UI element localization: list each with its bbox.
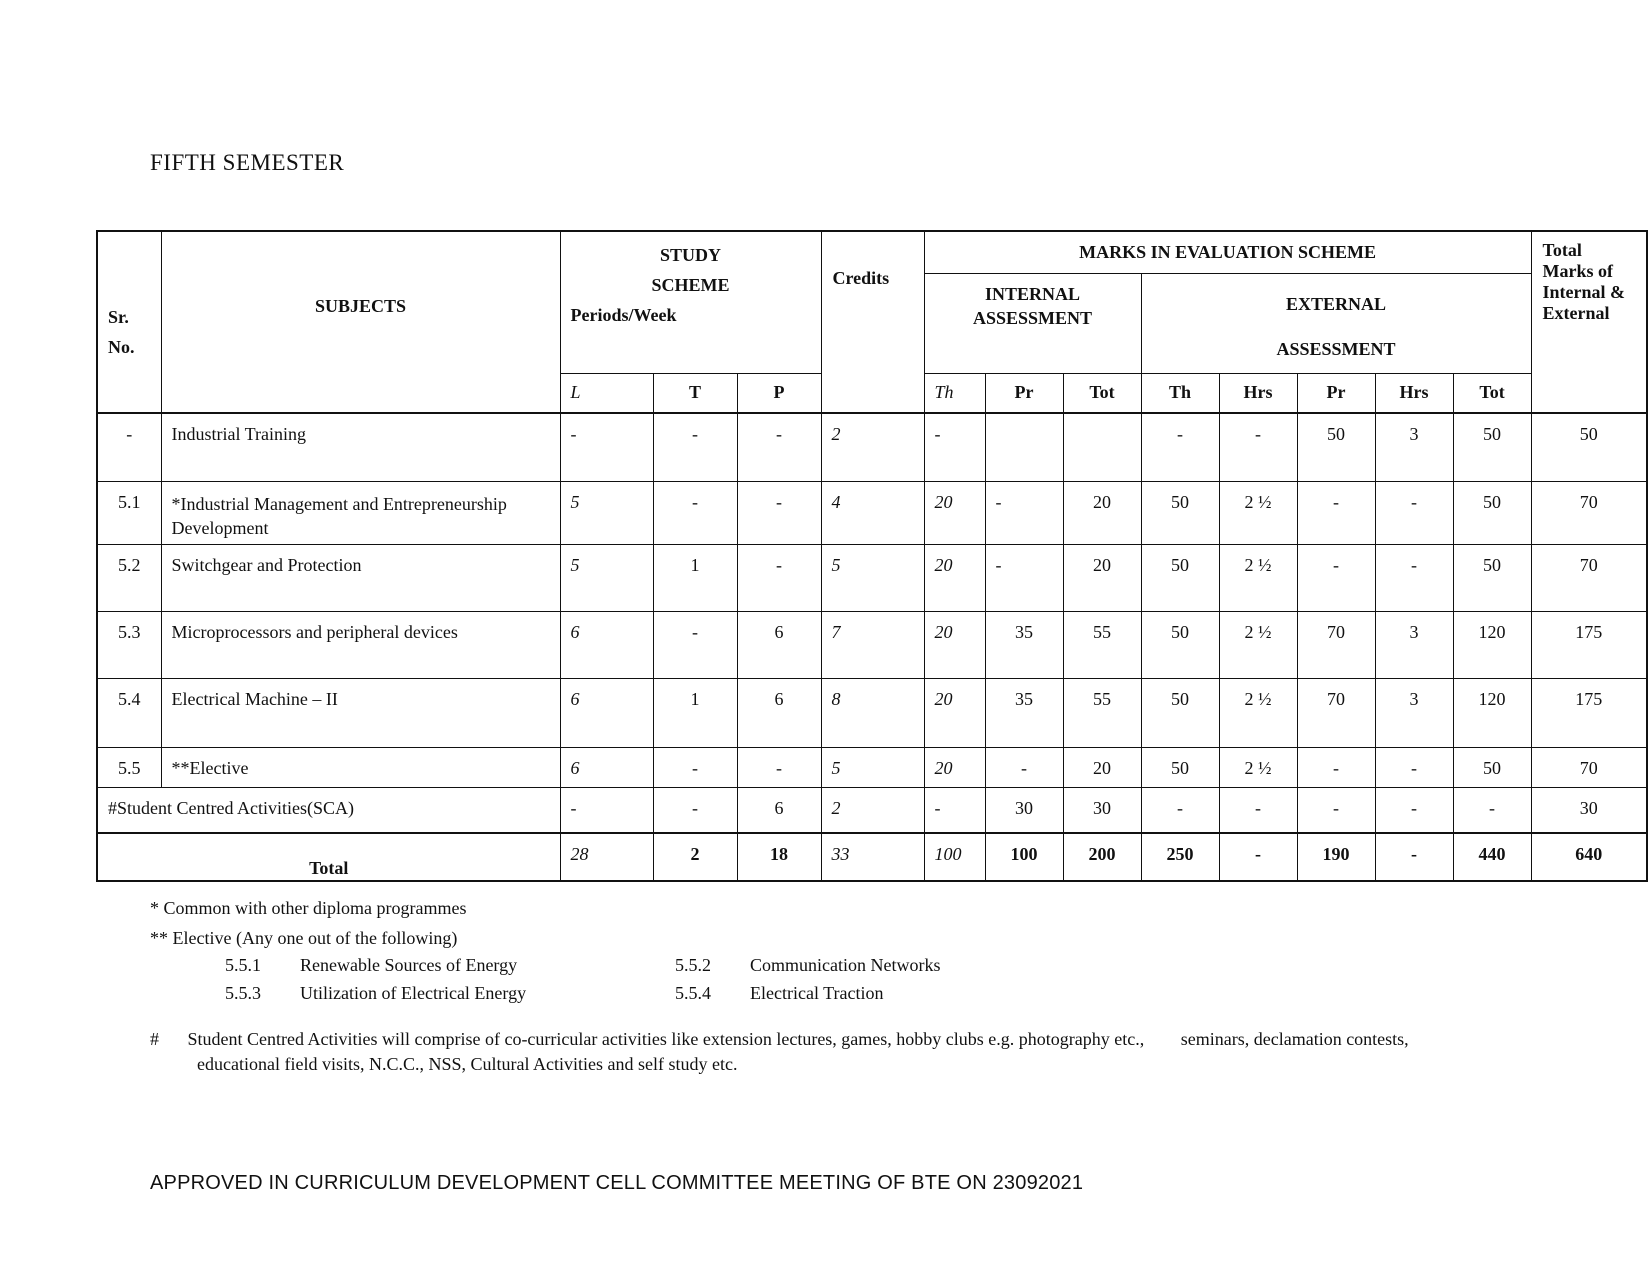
row-l: -	[560, 413, 653, 481]
total-label-4: External	[1542, 303, 1610, 323]
row-external-hrs: 2 ½	[1219, 544, 1297, 611]
sr-no-header	[97, 231, 161, 413]
periods-week-label: Periods/Week	[570, 305, 677, 325]
totals-t: 2	[653, 833, 737, 881]
table-row	[97, 544, 1647, 611]
row-total: 175	[1531, 611, 1647, 678]
sca-credits: 2	[821, 787, 924, 833]
row-external-tot: 50	[1453, 747, 1531, 787]
row-p: -	[737, 544, 821, 611]
row-internal-tot: 20	[1063, 747, 1141, 787]
elective-name: Renewable Sources of Energy	[300, 955, 518, 975]
external-hrs2-header: Hrs	[1375, 373, 1453, 413]
row-p: -	[737, 413, 821, 481]
sca-note	[150, 1027, 1480, 1077]
row-l: 6	[560, 747, 653, 787]
totals-external-pr: 190	[1297, 833, 1375, 881]
row-external-pr: 70	[1297, 678, 1375, 747]
row-credits: 5	[821, 544, 924, 611]
row-t: -	[653, 481, 737, 544]
totals-internal-tot: 200	[1063, 833, 1141, 881]
row-sr: 5.3	[97, 611, 161, 678]
sca-total: 30	[1531, 787, 1647, 833]
row-total: 70	[1531, 481, 1647, 544]
row-internal-tot: 20	[1063, 481, 1141, 544]
row-external-hrs: 2 ½	[1219, 481, 1297, 544]
row-subject: **Elective	[161, 747, 560, 787]
sca-external-th: -	[1141, 787, 1219, 833]
row-external-hrs2: 3	[1375, 413, 1453, 481]
hash-symbol: #	[150, 1029, 159, 1049]
sca-l: -	[560, 787, 653, 833]
external-hrs-header: Hrs	[1219, 373, 1297, 413]
elective-name: Communication Networks	[750, 955, 941, 975]
row-external-hrs2: -	[1375, 544, 1453, 611]
study-label: STUDY	[660, 245, 722, 265]
elective-code: 5.5.2	[675, 955, 711, 975]
row-credits: 5	[821, 747, 924, 787]
row-external-th: 50	[1141, 544, 1219, 611]
internal-assessment-header	[924, 273, 1141, 373]
row-external-hrs2: -	[1375, 747, 1453, 787]
row-internal-tot: 20	[1063, 544, 1141, 611]
external-tot-header: Tot	[1453, 373, 1531, 413]
row-subject: Switchgear and Protection	[161, 544, 560, 611]
totals-internal-pr: 100	[985, 833, 1063, 881]
credits-header: Credits	[821, 231, 924, 413]
elective-code: 5.5.3	[225, 983, 261, 1003]
page-heading: FIFTH SEMESTER	[150, 150, 345, 175]
row-external-pr: 50	[1297, 413, 1375, 481]
sca-external-hrs2: -	[1375, 787, 1453, 833]
row-internal-pr: -	[985, 544, 1063, 611]
totals-l: 28	[560, 833, 653, 881]
row-external-tot: 50	[1453, 544, 1531, 611]
row-external-hrs: 2 ½	[1219, 678, 1297, 747]
row-credits: 7	[821, 611, 924, 678]
totals-row	[97, 833, 1647, 881]
row-external-hrs: 2 ½	[1219, 611, 1297, 678]
totals-external-th: 250	[1141, 833, 1219, 881]
row-external-tot: 50	[1453, 481, 1531, 544]
row-credits: 4	[821, 481, 924, 544]
total-label-1: Total	[1542, 240, 1582, 260]
row-external-hrs: 2 ½	[1219, 747, 1297, 787]
p-header: P	[737, 373, 821, 413]
totals-external-tot: 440	[1453, 833, 1531, 881]
internal-label: INTERNAL	[985, 283, 1081, 304]
elective-note: ** Elective (Any one out of the following)	[150, 928, 458, 948]
external-label: EXTERNAL	[1286, 293, 1387, 314]
row-external-pr: 70	[1297, 611, 1375, 678]
row-external-tot: 50	[1453, 413, 1531, 481]
row-external-th: 50	[1141, 678, 1219, 747]
row-external-hrs: -	[1219, 413, 1297, 481]
sca-external-tot: -	[1453, 787, 1531, 833]
sca-external-pr: -	[1297, 787, 1375, 833]
totals-internal-th: 100	[924, 833, 985, 881]
row-p: -	[737, 747, 821, 787]
row-internal-pr: 35	[985, 678, 1063, 747]
elective-code: 5.5.1	[225, 955, 261, 975]
sca-note-line1b: seminars, declamation contests,	[1180, 1029, 1409, 1049]
row-l: 6	[560, 611, 653, 678]
sr-label: Sr.	[108, 307, 129, 327]
row-external-pr: -	[1297, 544, 1375, 611]
sca-row	[97, 787, 1647, 833]
internal-tot-header: Tot	[1063, 373, 1141, 413]
row-t: -	[653, 611, 737, 678]
row-external-hrs2: 3	[1375, 678, 1453, 747]
row-t: 1	[653, 678, 737, 747]
row-external-pr: -	[1297, 747, 1375, 787]
totals-external-hrs: -	[1219, 833, 1297, 881]
table-row	[97, 678, 1647, 747]
table-row	[97, 481, 1647, 544]
external-pr-header: Pr	[1297, 373, 1375, 413]
sca-t: -	[653, 787, 737, 833]
sca-note-line2: educational field visits, N.C.C., NSS, Cultural Activities and self study etc.	[197, 1054, 738, 1074]
row-subject: Microprocessors and peripheral devices	[161, 611, 560, 678]
row-subject: Industrial Training	[161, 413, 560, 481]
scheme-label: SCHEME	[651, 275, 730, 295]
row-internal-th: 20	[924, 544, 985, 611]
row-external-th: -	[1141, 413, 1219, 481]
row-internal-tot	[1063, 413, 1141, 481]
row-external-hrs2: -	[1375, 481, 1453, 544]
row-internal-tot: 55	[1063, 611, 1141, 678]
row-internal-th: 20	[924, 611, 985, 678]
totals-external-hrs2: -	[1375, 833, 1453, 881]
row-external-tot: 120	[1453, 611, 1531, 678]
row-t: -	[653, 747, 737, 787]
row-subject: Electrical Machine – II	[161, 678, 560, 747]
row-external-th: 50	[1141, 481, 1219, 544]
totals-grand: 640	[1531, 833, 1647, 881]
elective-name: Electrical Traction	[750, 983, 884, 1003]
row-external-tot: 120	[1453, 678, 1531, 747]
row-external-pr: -	[1297, 481, 1375, 544]
totals-label: Total	[97, 833, 560, 881]
totals-p: 18	[737, 833, 821, 881]
row-l: 5	[560, 544, 653, 611]
row-total: 70	[1531, 544, 1647, 611]
row-sr: 5.4	[97, 678, 161, 747]
row-subject: *Industrial Management and Entrepreneurship Development	[161, 481, 560, 544]
row-internal-pr: 35	[985, 611, 1063, 678]
row-internal-pr: -	[985, 747, 1063, 787]
header-row-1	[97, 231, 1647, 273]
external-assessment-header	[1141, 273, 1531, 373]
sca-external-hrs: -	[1219, 787, 1297, 833]
row-t: 1	[653, 544, 737, 611]
row-internal-th: -	[924, 413, 985, 481]
approval-footer: APPROVED IN CURRICULUM DEVELOPMENT CELL COMMITTEE MEETING OF BTE ON 23092021	[150, 1172, 1084, 1194]
sca-internal-tot: 30	[1063, 787, 1141, 833]
row-l: 5	[560, 481, 653, 544]
row-internal-pr: -	[985, 481, 1063, 544]
row-sr: 5.2	[97, 544, 161, 611]
row-external-hrs2: 3	[1375, 611, 1453, 678]
row-sr: 5.5	[97, 747, 161, 787]
elective-name: Utilization of Electrical Energy	[300, 983, 527, 1003]
study-scheme-header	[560, 231, 821, 373]
no-label: No.	[108, 337, 135, 357]
row-p: 6	[737, 611, 821, 678]
sca-internal-th: -	[924, 787, 985, 833]
evaluation-scheme-table	[96, 230, 1648, 882]
t-header: T	[653, 373, 737, 413]
total-marks-header	[1531, 231, 1647, 413]
marks-header: MARKS IN EVALUATION SCHEME	[924, 231, 1531, 273]
row-credits: 8	[821, 678, 924, 747]
subjects-header: SUBJECTS	[161, 231, 560, 413]
internal-th-header: Th	[924, 373, 985, 413]
totals-credits: 33	[821, 833, 924, 881]
l-header: L	[560, 373, 653, 413]
row-total: 175	[1531, 678, 1647, 747]
row-p: 6	[737, 678, 821, 747]
sca-subject: #Student Centred Activities(SCA)	[97, 787, 560, 833]
row-credits: 2	[821, 413, 924, 481]
row-external-th: 50	[1141, 747, 1219, 787]
row-internal-th: 20	[924, 678, 985, 747]
sca-internal-pr: 30	[985, 787, 1063, 833]
internal-assessment-label: ASSESSMENT	[972, 307, 1093, 328]
sca-note-line1: Student Centred Activities will comprise of co-curricular activities like extension lectures, games, hobby clubs e.g. photography etc.,	[187, 1029, 1145, 1049]
row-t: -	[653, 413, 737, 481]
row-internal-th: 20	[924, 481, 985, 544]
common-note: * Common with other diploma programmes	[150, 898, 467, 918]
row-internal-pr	[985, 413, 1063, 481]
internal-pr-header: Pr	[985, 373, 1063, 413]
total-label-2: Marks of	[1542, 261, 1614, 281]
row-total: 70	[1531, 747, 1647, 787]
row-internal-th: 20	[924, 747, 985, 787]
row-p: -	[737, 481, 821, 544]
row-total: 50	[1531, 413, 1647, 481]
row-sr: -	[97, 413, 161, 481]
row-l: 6	[560, 678, 653, 747]
table-row	[97, 611, 1647, 678]
table-row	[97, 747, 1647, 787]
footnotes	[150, 893, 466, 953]
elective-code: 5.5.4	[675, 983, 711, 1003]
row-external-th: 50	[1141, 611, 1219, 678]
table-row	[97, 413, 1647, 481]
external-th-header: Th	[1141, 373, 1219, 413]
external-assessment-label: ASSESSMENT	[1276, 338, 1396, 359]
total-label-3: Internal &	[1542, 282, 1626, 302]
row-sr: 5.1	[97, 481, 161, 544]
row-internal-tot: 55	[1063, 678, 1141, 747]
sca-p: 6	[737, 787, 821, 833]
